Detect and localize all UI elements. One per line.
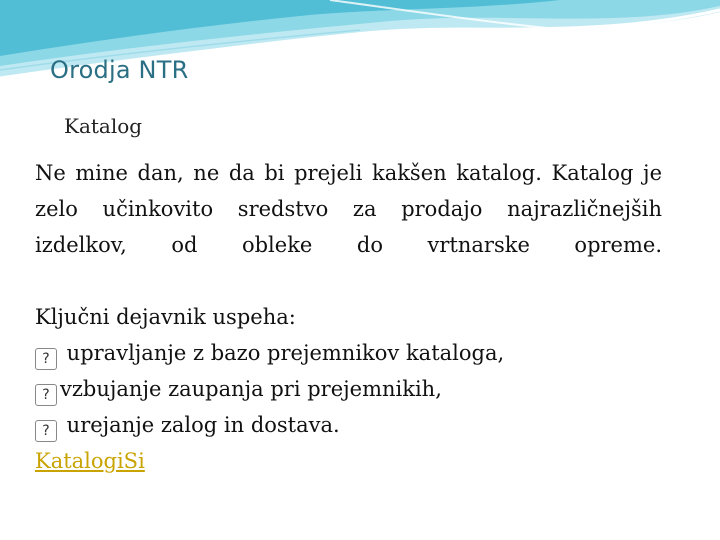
bullet-box-icon: ? <box>35 420 57 442</box>
slide-title: Orodja NTR <box>50 56 189 84</box>
intro-paragraph: Ne mine dan, ne da bi prejeli kakšen katalog. Katalog je zelo učinkovito sredstvo za prodajo najrazličnejših izdelkov, od obleke do vrtnarske opreme. <box>35 161 662 257</box>
bullet-text: urejanje zalog in dostava. <box>60 413 340 437</box>
bullet-item <box>35 371 662 407</box>
key-factors-heading: Ključni dejavnik uspeha: <box>35 305 296 329</box>
katalogisi-link[interactable]: KatalogiSi <box>35 449 145 473</box>
bullet-text: upravljanje z bazo prejemnikov kataloga, <box>60 341 505 365</box>
link-line <box>35 443 662 479</box>
slide-content <box>35 155 662 479</box>
bullet-box-icon: ? <box>35 348 57 370</box>
slide-subtitle: Katalog <box>64 114 143 138</box>
bullet-item <box>35 407 662 443</box>
bullet-text: vzbujanje zaupanja pri prejemnikih, <box>60 377 442 401</box>
bullet-box-icon: ? <box>35 384 57 406</box>
bullet-item <box>35 335 662 371</box>
